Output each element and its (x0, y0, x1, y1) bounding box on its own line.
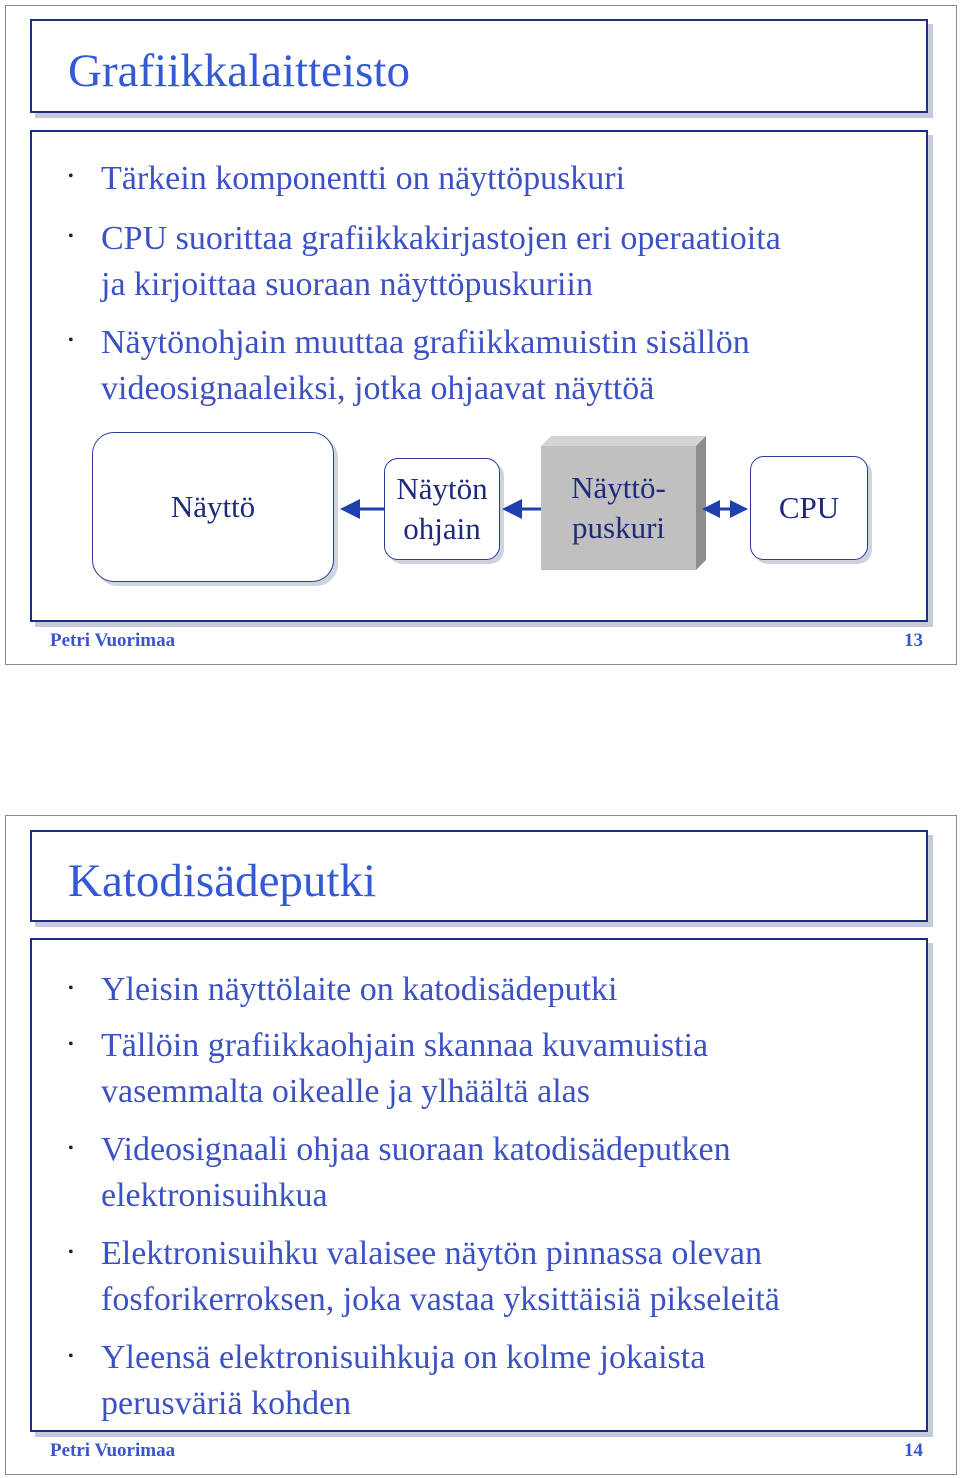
bullet-marker: • (68, 1140, 74, 1157)
bullet-marker: • (68, 1036, 74, 1053)
bullet-marker: • (68, 332, 74, 349)
slide-title: Grafiikkalaitteisto (68, 45, 410, 97)
display-label: Näyttö (170, 489, 256, 524)
cpu-label: CPU (778, 490, 840, 525)
bullet-text: elektronisuihkua (101, 1177, 328, 1214)
arrow-buffer-to-controller (502, 499, 541, 519)
page-number: 14 (904, 1440, 923, 1461)
bullet-marker: • (68, 168, 74, 185)
bullet-text: perusväriä kohden (101, 1385, 352, 1422)
controller-label-line2: ohjain (403, 511, 481, 546)
slide-title: Katodisädeputki (68, 855, 377, 907)
arrow-controller-to-display (340, 499, 384, 519)
bullet-text: videosignaaleiksi, jotka ohjaavat näyttöä (101, 370, 655, 407)
bullet-marker: • (68, 228, 74, 245)
footer-author: Petri Vuorimaa (50, 630, 176, 651)
bullet-text: Elektronisuihku valaisee näytön pinnassa olevan (101, 1235, 762, 1272)
bullet-marker: • (68, 980, 74, 997)
bullet-text: Tällöin grafiikkaohjain skannaa kuvamuistia (101, 1027, 709, 1064)
bullet-text: Näytönohjain muuttaa grafiikkamuistin sisällön (101, 324, 750, 361)
arrow-buffer-cpu-bidirectional (702, 500, 748, 518)
buffer-label-line1: Näyttö- (571, 470, 666, 505)
bullet-text: Yleensä elektronisuihkuja on kolme jokaista (101, 1339, 706, 1376)
bullet-text: Yleisin näyttölaite on katodisädeputki (101, 971, 618, 1008)
bullet-marker: • (68, 1244, 74, 1261)
page-number: 13 (904, 630, 923, 651)
bullet-text: ja kirjoittaa suoraan näyttöpuskuriin (101, 266, 593, 303)
bullet-text: CPU suorittaa grafiikkakirjastojen eri operaatioita (101, 220, 781, 257)
buffer-label-line2: puskuri (572, 510, 665, 545)
bullet-text: Tärkein komponentti on näyttöpuskuri (101, 160, 626, 197)
diagram-arrows (6, 6, 956, 666)
bullet-text: vasemmalta oikealle ja ylhäältä alas (101, 1073, 590, 1110)
footer-author: Petri Vuorimaa (50, 1440, 176, 1461)
controller-label-line1: Näytön (396, 471, 488, 506)
bullet-marker: • (68, 1348, 74, 1365)
slide-13 (5, 5, 957, 665)
slide-14 (5, 815, 957, 1475)
bullet-text: fosforikerroksen, joka vastaa yksittäisiä pikseleitä (101, 1281, 780, 1318)
bullet-text: Videosignaali ohjaa suoraan katodisädeputken (101, 1131, 731, 1168)
